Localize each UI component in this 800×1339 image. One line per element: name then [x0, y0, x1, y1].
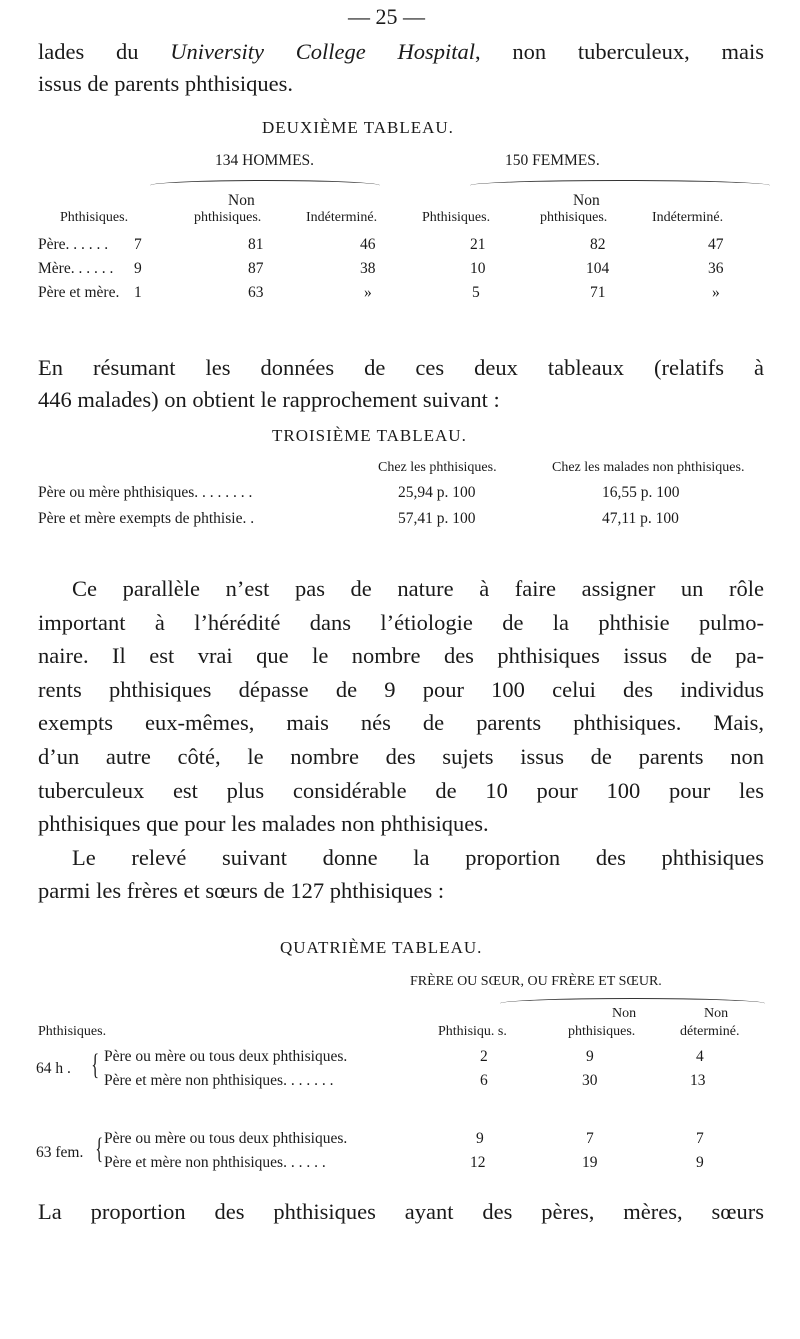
intro-paragraph [38, 36, 764, 100]
table4-non-1: Non [612, 1006, 637, 1021]
table4-group-header: FRÈRE OU SŒUR, OU FRÈRE ET SŒUR. [410, 974, 662, 989]
table2-women-brace [470, 180, 770, 191]
table4-title: QUATRIÈME TABLEAU. [280, 938, 483, 957]
table-row: Père et mère non phthisiques. . . . . . 12 19 9 [104, 1154, 704, 1171]
table2-body [38, 236, 768, 308]
table-row: Père ou mère phthisiques. . . . . . . . 25,94 p. 100 16,55 p. 100 [38, 484, 680, 501]
table3-body [38, 484, 768, 536]
table4-group-label-men: 64 h . [36, 1060, 71, 1077]
table-row: Père et mère non phthisiques. . . . . . . 6 30 13 [104, 1072, 706, 1089]
table2-title: DEUXIÈME TABLEAU. [262, 118, 454, 137]
table3-col2-header: Chez les malades non phthisiques. [552, 460, 745, 475]
table3-title: TROISIÈME TABLEAU. [272, 426, 467, 445]
table2-men-brace [150, 180, 380, 191]
paragraph-1: En résumant les données de ces deux tableaux (relatifs à 446 malades) on obtient le rapprochement suivant : [38, 355, 764, 412]
hospital-name: University College Hospital [170, 39, 476, 64]
brace-icon: { [95, 1132, 104, 1165]
table-row: Mère. . . . . . 9 87 38 10 104 36 [38, 260, 724, 277]
table-row: Père ou mère ou tous deux phthisiques. 9 7 7 [104, 1130, 704, 1147]
page-number: — 25 — [348, 4, 425, 29]
table-row: Père et mère exempts de phthisie. . 57,41 p. 100 47,11 p. 100 [38, 510, 679, 527]
table2-non-women: Non [573, 192, 600, 209]
table2-group-men: 134 HOMMES. [215, 152, 315, 169]
intro-line-2: issus de parents phthisiques. [38, 71, 293, 96]
paragraph-2: Ce parallèle n’est pas de nature à faire assigner un rôle important à l’hérédité dans l’étiologie de la phthisie pulmo- naire. Il est vrai que le nombre des phthisiques issus de pa- rents phthisiques dépasse de 9 pour 100 celui des individus exempts eux-mêmes, mais nés de parents phthisiques. Mais, d’un autre côté, le nombre des sujets issus de parents non tuberculeux est plus considérable de 10 pour 100 pour les phthisiques que pour les malades non phthisiques. Le relevé suivant donne la proportion des phthisiques parmi les frères et sœurs de 127 phthisiques : [38, 576, 764, 904]
table4-non-2: Non [704, 1006, 729, 1021]
table2-non-men: Non [228, 192, 255, 209]
table4-left-header: Phthisiques. [38, 1024, 107, 1039]
table4-group-women [104, 1130, 764, 1178]
table4-group-men [104, 1048, 764, 1096]
table-row: Père ou mère ou tous deux phthisiques. 2 9 4 [104, 1048, 704, 1065]
last-line: La proportion des phthisiques ayant des pères, mères, sœurs [38, 1199, 764, 1224]
table-row: Père et mère. 1 63 » 5 71 » [38, 284, 720, 301]
table3-col1-header: Chez les phthisiques. [378, 460, 497, 475]
brace-icon: { [91, 1048, 100, 1081]
table-row: Père. . . . . . 7 81 46 21 82 47 [38, 236, 724, 253]
table4-group-label-women: 63 fem. [36, 1144, 84, 1161]
table2-group-women: 150 FEMMES. [505, 152, 600, 169]
intro-line-1: lades du University College Hospital, non tuberculeux, mais [38, 39, 765, 64]
